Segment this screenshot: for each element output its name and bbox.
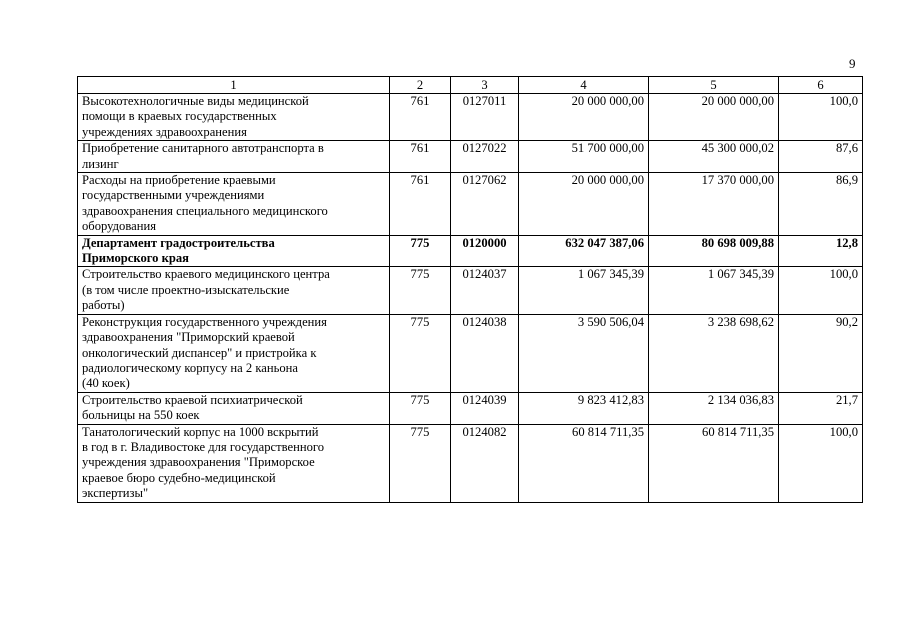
column-header: 6	[779, 77, 863, 94]
expense-name-line: Приморского края	[82, 251, 189, 266]
expense-name-line: государственными учреждениями	[82, 188, 265, 203]
plan-amount-cell: 51 700 000,00	[519, 141, 649, 173]
fact-amount-cell: 60 814 711,35	[649, 424, 779, 502]
percent-cell: 100,0	[779, 267, 863, 314]
expense-name-line: Реконструкция государственного учреждения	[82, 314, 327, 329]
expense-name-cell	[78, 392, 390, 424]
plan-amount-cell: 632 047 387,06	[519, 235, 649, 267]
table-row	[78, 392, 863, 424]
plan-amount-cell: 9 823 412,83	[519, 392, 649, 424]
expense-name-line: здравоохранения специального медицинского	[82, 203, 328, 218]
fact-amount-cell: 20 000 000,00	[649, 94, 779, 141]
expense-name-line: Строительство краевого медицинского центра	[82, 267, 330, 282]
fact-amount-cell: 2 134 036,83	[649, 392, 779, 424]
expense-name-line: помощи в краевых государственных	[82, 109, 277, 124]
plan-amount-cell: 3 590 506,04	[519, 314, 649, 392]
table-row	[78, 314, 863, 392]
expense-name-line: Департамент градостроительства	[82, 235, 275, 250]
target-code-cell: 0124039	[451, 392, 519, 424]
ved-code-cell: 775	[390, 235, 451, 267]
target-code-cell: 0120000	[451, 235, 519, 267]
budget-table	[77, 76, 863, 503]
ved-code-cell: 775	[390, 424, 451, 502]
expense-name-line: (в том числе проектно-изыскательские	[82, 282, 290, 297]
fact-amount-cell: 1 067 345,39	[649, 267, 779, 314]
target-code-cell: 0124082	[451, 424, 519, 502]
expense-name-line: Строительство краевой психиатрической	[82, 392, 303, 407]
table-row	[78, 267, 863, 314]
plan-amount-cell: 20 000 000,00	[519, 94, 649, 141]
expense-name-line: (40 коек)	[82, 376, 130, 391]
expense-name-line: онкологический диспансер" и пристройка к	[82, 345, 317, 360]
expense-name-cell	[78, 267, 390, 314]
column-header: 5	[649, 77, 779, 94]
target-code-cell: 0124038	[451, 314, 519, 392]
table-row	[78, 424, 863, 502]
expense-name-line: Расходы на приобретение краевыми	[82, 173, 276, 188]
expense-name-line: Приобретение санитарного автотранспорта в	[82, 141, 324, 156]
ved-code-cell: 775	[390, 267, 451, 314]
expense-name-cell	[78, 235, 390, 267]
ved-code-cell: 761	[390, 173, 451, 236]
fact-amount-cell: 17 370 000,00	[649, 173, 779, 236]
expense-name-line: учреждениях здравоохранения	[82, 124, 247, 139]
column-header: 2	[390, 77, 451, 94]
ved-code-cell: 775	[390, 392, 451, 424]
plan-amount-cell: 60 814 711,35	[519, 424, 649, 502]
percent-cell: 12,8	[779, 235, 863, 267]
ved-code-cell: 775	[390, 314, 451, 392]
expense-name-cell	[78, 94, 390, 141]
expense-name-line: работы)	[82, 298, 125, 313]
percent-cell: 100,0	[779, 94, 863, 141]
fact-amount-cell: 80 698 009,88	[649, 235, 779, 267]
target-code-cell: 0124037	[451, 267, 519, 314]
fact-amount-cell: 45 300 000,02	[649, 141, 779, 173]
plan-amount-cell: 20 000 000,00	[519, 173, 649, 236]
expense-name-cell	[78, 141, 390, 173]
expense-name-line: в год в г. Владивостоке для государственного	[82, 439, 325, 454]
percent-cell: 100,0	[779, 424, 863, 502]
percent-cell: 21,7	[779, 392, 863, 424]
column-header: 4	[519, 77, 649, 94]
expense-name-line: учреждения здравоохранения "Приморское	[82, 455, 315, 470]
table-header-row	[78, 77, 863, 94]
expense-name-line: лизинг	[82, 156, 119, 171]
target-code-cell: 0127062	[451, 173, 519, 236]
page-number: 9	[849, 56, 856, 71]
percent-cell: 90,2	[779, 314, 863, 392]
expense-name-line: экспертизы"	[82, 486, 149, 501]
expense-name-cell	[78, 173, 390, 236]
target-code-cell: 0127022	[451, 141, 519, 173]
column-header: 3	[451, 77, 519, 94]
expense-name-cell	[78, 424, 390, 502]
table-row	[78, 173, 863, 236]
expense-name-line: больницы на 550 коек	[82, 408, 200, 423]
plan-amount-cell: 1 067 345,39	[519, 267, 649, 314]
expense-name-line: радиологическому корпусу на 2 каньона	[82, 360, 298, 375]
expense-name-line: оборудования	[82, 219, 156, 234]
target-code-cell: 0127011	[451, 94, 519, 141]
ved-code-cell: 761	[390, 94, 451, 141]
expense-name-line: краевое бюро судебно-медицинской	[82, 470, 276, 485]
table-row	[78, 141, 863, 173]
column-header: 1	[78, 77, 390, 94]
ved-code-cell: 761	[390, 141, 451, 173]
percent-cell: 86,9	[779, 173, 863, 236]
expense-name-line: здравоохранения "Приморский краевой	[82, 330, 295, 345]
percent-cell: 87,6	[779, 141, 863, 173]
expense-name-cell	[78, 314, 390, 392]
table-row	[78, 94, 863, 141]
expense-name-line: Танатологический корпус на 1000 вскрытий	[82, 424, 319, 439]
table-row-department	[78, 235, 863, 267]
fact-amount-cell: 3 238 698,62	[649, 314, 779, 392]
expense-name-line: Высокотехнологичные виды медицинской	[82, 94, 309, 108]
